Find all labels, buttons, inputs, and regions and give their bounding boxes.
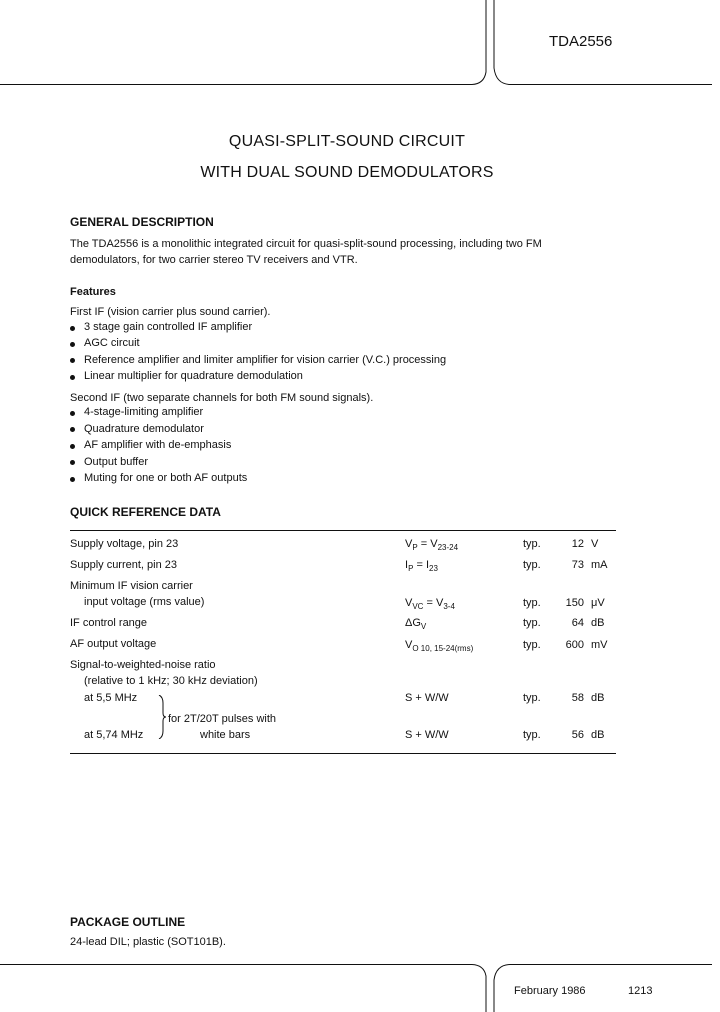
- param-label: Supply current, pin 23: [70, 559, 178, 571]
- param-label: Minimum IF vision carrier: [70, 580, 193, 592]
- symbol: S + W/W: [405, 729, 449, 741]
- bullet-icon: [70, 477, 75, 482]
- unit: dB: [591, 729, 605, 741]
- snr-label: Signal-to-weighted-noise ratio: [70, 659, 216, 671]
- table-bottom-rule: [70, 753, 616, 754]
- package-outline-heading: PACKAGE OUTLINE: [70, 915, 186, 929]
- snr-white-bars: white bars: [200, 729, 251, 741]
- value: 56: [571, 729, 584, 741]
- typ-label: typ.: [523, 729, 541, 741]
- param-label: AF output voltage: [70, 638, 157, 650]
- param-label: Supply voltage, pin 23: [70, 538, 179, 550]
- param-label: IF control range: [70, 617, 148, 629]
- general-description-line1: The TDA2556 is a monolithic integrated circuit for quasi-split-sound processing, including two FM: [70, 238, 542, 250]
- unit: mV: [591, 639, 608, 651]
- list-item: Output buffer: [84, 456, 149, 468]
- table-top-rule: [70, 530, 616, 531]
- unit: dB: [591, 692, 605, 704]
- quick-reference-heading: QUICK REFERENCE DATA: [70, 505, 221, 519]
- first-if-label: First IF (vision carrier plus sound carrier).: [70, 306, 271, 318]
- typ-label: typ.: [523, 617, 541, 629]
- list-item: Reference amplifier and limiter amplifier for vision carrier (V.C.) processing: [84, 354, 447, 366]
- unit: μV: [591, 597, 605, 609]
- page-title-line2: WITH DUAL SOUND DEMODULATORS: [200, 164, 494, 181]
- footer-frame: [0, 960, 720, 1012]
- list-item: AGC circuit: [84, 337, 140, 349]
- snr-at-5-5: at 5,5 MHz: [84, 692, 138, 704]
- list-item: 3 stage gain controlled IF amplifier: [84, 321, 253, 333]
- bullet-icon: [70, 427, 75, 432]
- list-item: AF amplifier with de-emphasis: [84, 439, 232, 451]
- snr-at-5-74: at 5,74 MHz: [84, 729, 144, 741]
- snr-pulses: for 2T/20T pulses with: [168, 713, 277, 725]
- value: 12: [571, 538, 584, 550]
- symbol: S + W/W: [405, 692, 449, 704]
- typ-label: typ.: [523, 597, 541, 609]
- unit: mA: [591, 559, 608, 571]
- list-item: 4-stage-limiting amplifier: [84, 406, 204, 418]
- value: 150: [565, 597, 584, 609]
- page-number: 1213: [628, 985, 653, 997]
- param-label-cont: input voltage (rms value): [84, 596, 205, 608]
- bullet-icon: [70, 358, 75, 363]
- page-title-line1: QUASI-SPLIT-SOUND CIRCUIT: [228, 133, 466, 150]
- list-item: Quadrature demodulator: [84, 423, 204, 435]
- symbol: $V_{VC} = V_{3-4}$: [405, 597, 455, 612]
- bullet-icon: [70, 326, 75, 331]
- symbol: $V_P = V_{23-24}$: [405, 538, 459, 553]
- list-item: Linear multiplier for quadrature demodulation: [84, 370, 303, 382]
- bullet-icon: [70, 444, 75, 449]
- bullet-icon: [70, 460, 75, 465]
- package-outline-text: 24-lead DIL; plastic (SOT101B).: [70, 936, 226, 948]
- unit: dB: [591, 617, 605, 629]
- typ-label: typ.: [523, 559, 541, 571]
- footer-date: February 1986: [514, 985, 586, 997]
- bullet-icon: [70, 411, 75, 416]
- general-description-heading: GENERAL DESCRIPTION: [70, 215, 214, 229]
- typ-label: typ.: [523, 639, 541, 651]
- second-if-label: Second IF (two separate channels for both FM sound signals).: [70, 392, 374, 404]
- value: 600: [565, 639, 584, 651]
- features-heading: Features: [70, 286, 116, 298]
- unit: V: [591, 538, 599, 550]
- typ-label: typ.: [523, 538, 541, 550]
- value: 73: [571, 559, 584, 571]
- bullet-icon: [70, 342, 75, 347]
- symbol: $\Delta G_V$: [405, 617, 427, 632]
- typ-label: typ.: [523, 692, 541, 704]
- brace-icon: [158, 695, 166, 739]
- value: 58: [571, 692, 584, 704]
- bullet-icon: [70, 375, 75, 380]
- general-description-line2: demodulators, for two carrier stereo TV receivers and VTR.: [70, 254, 358, 266]
- part-number: TDA2556: [549, 33, 613, 50]
- value: 64: [571, 617, 584, 629]
- symbol: $V_{O 10, 15-24(rms)}$: [405, 639, 474, 654]
- list-item: Muting for one or both AF outputs: [84, 472, 248, 484]
- symbol: $I_P = I_{23}$: [405, 559, 438, 574]
- snr-relative: (relative to 1 kHz; 30 kHz deviation): [84, 675, 258, 687]
